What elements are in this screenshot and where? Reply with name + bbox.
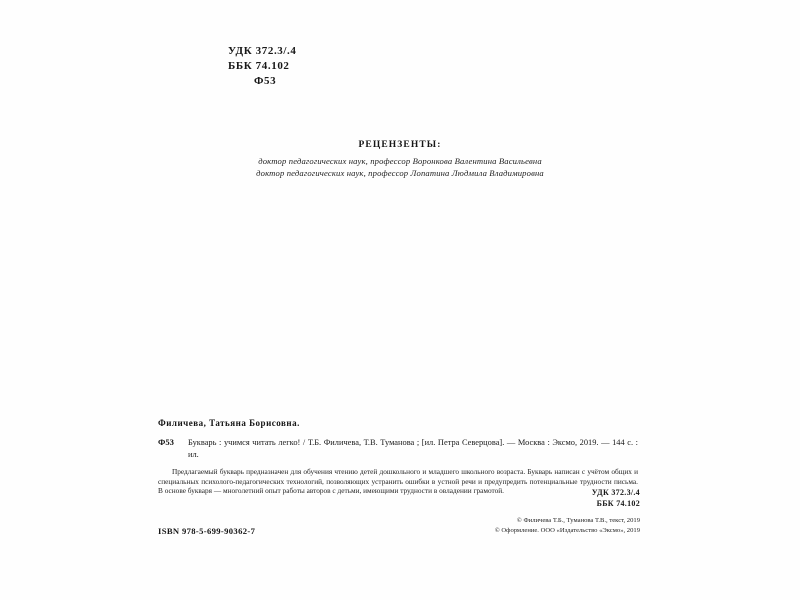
udk-code-bottom: УДК 372.3/.4	[591, 488, 640, 497]
bbk-code-top: ББК 74.102	[228, 60, 290, 72]
bbk-code-bottom: ББК 74.102	[596, 499, 640, 508]
author-name: Филичева, Татьяна Борисовна.	[158, 418, 300, 428]
bibliographic-block	[158, 418, 638, 496]
reviewer-line-1: доктор педагогических наук, профессор Воронкова Валентина Васильевна	[258, 156, 542, 166]
bibliographic-description-row	[158, 437, 638, 460]
isbn-code: ISBN 978-5-699-90362-7	[158, 526, 256, 536]
copyright-line-2: © Оформление. ООО «Издательство «Эксмо», 2019	[494, 527, 640, 534]
reviewers-block	[0, 140, 800, 179]
copyright-line-1: © Филичева Т.Б., Туманова Т.В., текст, 2019	[516, 517, 640, 524]
reviewer-line-2: доктор педагогических наук, профессор Лопатина Людмила Владимировна	[256, 168, 544, 178]
udk-code-top: УДК 372.3/.4	[228, 45, 297, 57]
shelf-code-top: Ф53	[254, 75, 277, 87]
shelf-code-inline: Ф53	[158, 437, 174, 447]
reviewers-title: РЕЦЕНЗЕНТЫ:	[358, 140, 442, 150]
book-annotation: Предлагаемый букварь предназначен для обучения чтению детей дошкольного и младшего школьного возраста. Букварь написан с учётом общих и специальных психолого-педагогических технологий, позволяющих устранить ошибки в устной речи и предупредить потенциальные трудности письма. В основе букваря — многолетний опыт работы авторов с детьми, имеющими трудности в овладении грамотой.	[158, 467, 638, 496]
classification-block	[228, 44, 297, 89]
copyright-block	[400, 516, 640, 536]
classification-block-bottom	[520, 487, 640, 509]
bibliographic-description: Букварь : учимся читать легко! / Т.Б. Филичева, Т.В. Туманова ; [ил. Петра Северцова]. — Москва : Эксмо, 2019. — 144 с. : ил.	[188, 438, 638, 459]
